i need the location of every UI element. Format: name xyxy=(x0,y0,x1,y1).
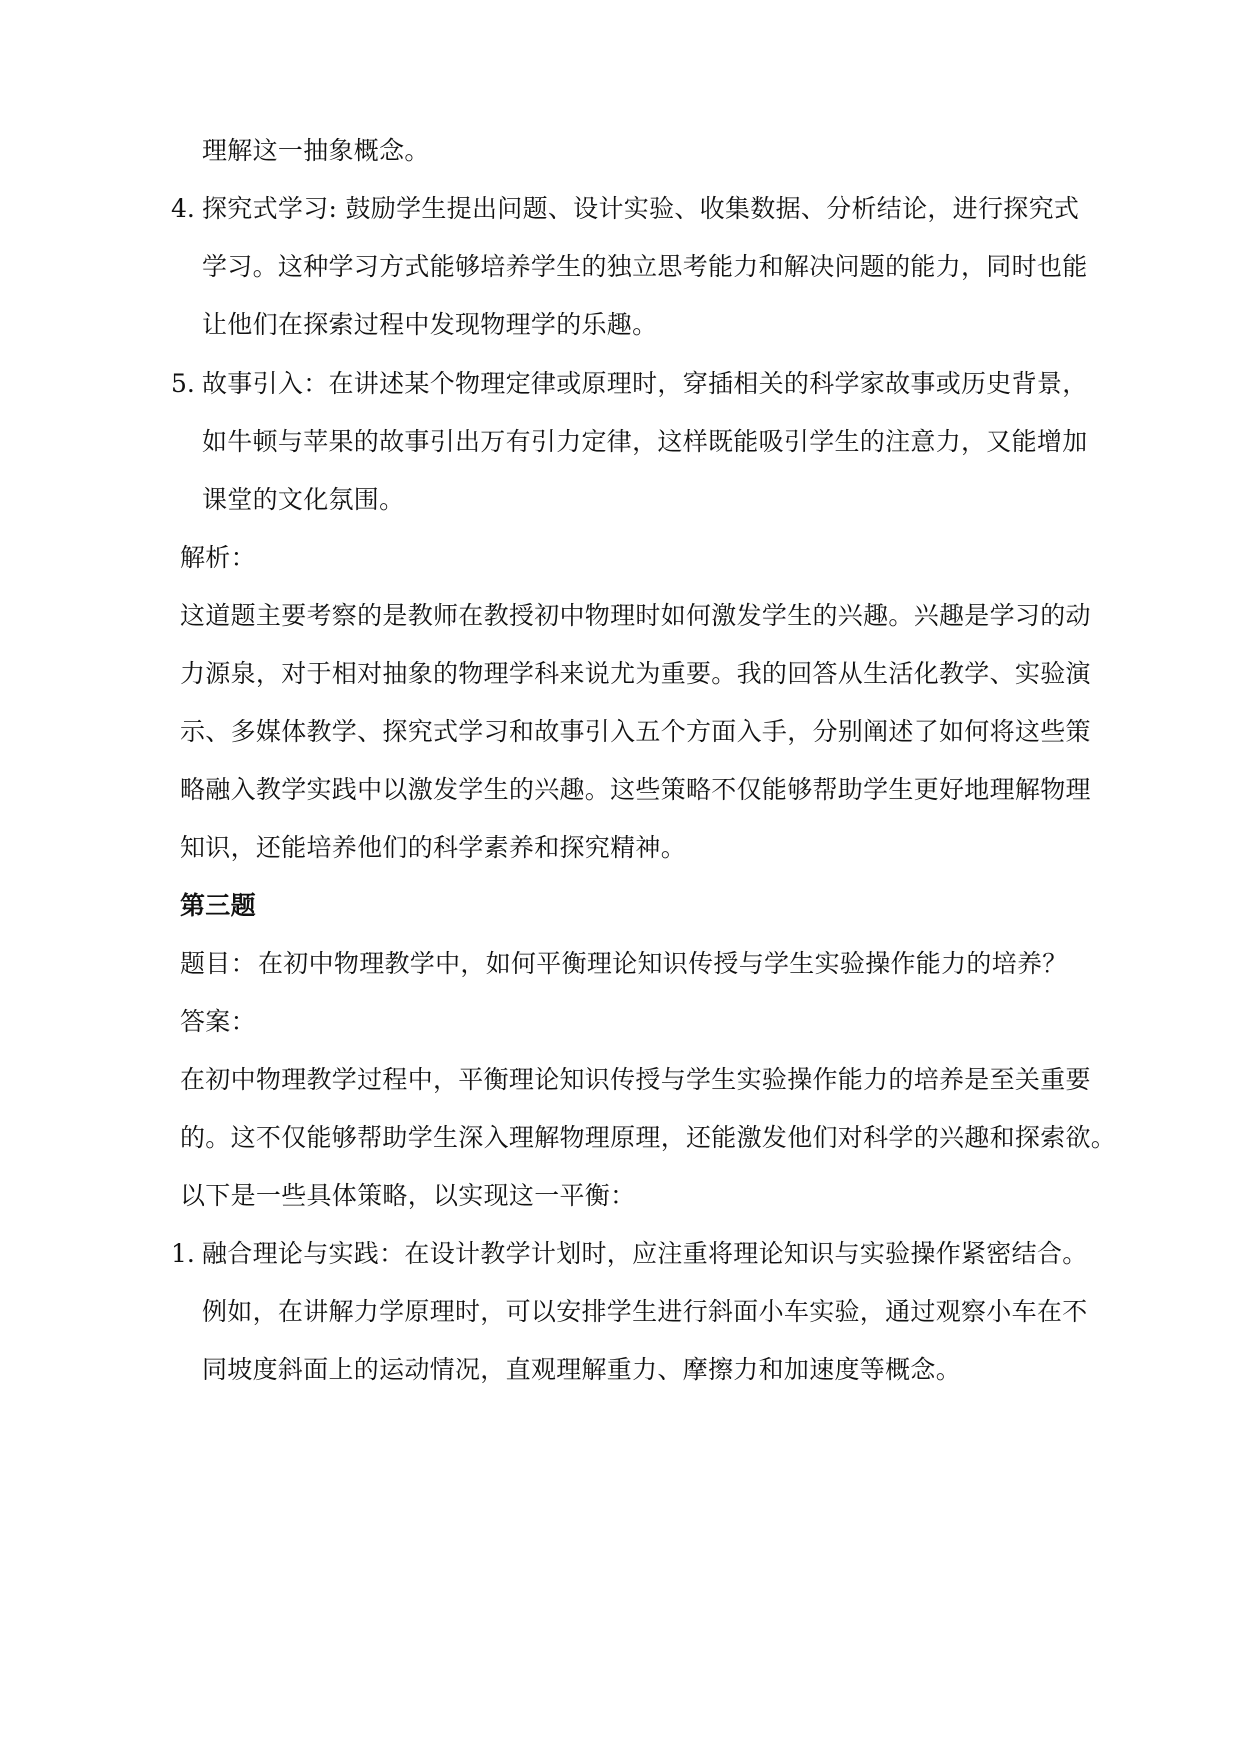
list-item-line: 例如，在讲解力学原理时，可以安排学生进行斜面小车实验，通过观察小车在不 xyxy=(202,1297,1088,1326)
question-label: 题目： xyxy=(180,949,256,978)
analysis-line: 略融入教学实践中以激发学生的兴趣。这些策略不仅能够帮助学生更好地理解物理 xyxy=(180,775,1091,804)
list-item-number: 4. xyxy=(171,194,195,223)
analysis-line: 示、多媒体教学、探究式学习和故事引入五个方面入手，分别阐述了如何将这些策 xyxy=(180,717,1091,746)
answer-line: 在初中物理教学过程中，平衡理论知识传授与学生实验操作能力的培养是至关重要 xyxy=(180,1065,1091,1094)
continuation-text: 理解这一抽象概念。 xyxy=(202,136,430,165)
list-item-line: 让他们在探索过程中发现物理学的乐趣。 xyxy=(202,310,658,339)
list-item-line: 故事引入：在讲述某个物理定律或原理时，穿插相关的科学家故事或历史背景， xyxy=(202,369,1088,398)
question-text: 在初中物理教学中，如何平衡理论知识传授与学生实验操作能力的培养？ xyxy=(258,949,1068,978)
analysis-line: 力源泉，对于相对抽象的物理学科来说尤为重要。我的回答从生活化教学、实验演 xyxy=(180,659,1091,688)
analysis-label: 解析： xyxy=(180,543,256,572)
list-item-line: 同坡度斜面上的运动情况，直观理解重力、摩擦力和加速度等概念。 xyxy=(202,1355,962,1384)
analysis-line: 这道题主要考察的是教师在教授初中物理时如何激发学生的兴趣。兴趣是学习的动 xyxy=(180,601,1091,630)
list-item-line: 课堂的文化氛围。 xyxy=(202,485,405,514)
list-item-line: 如牛顿与苹果的故事引出万有引力定律，这样既能吸引学生的注意力，又能增加 xyxy=(202,427,1088,456)
list-item-line: 探究式学习: 鼓励学生提出问题、设计实验、收集数据、分析结论，进行探究式 xyxy=(202,194,1080,223)
analysis-line: 知识，还能培养他们的科学素养和探究精神。 xyxy=(180,833,687,862)
answer-line: 以下是一些具体策略，以实现这一平衡： xyxy=(180,1181,636,1210)
list-item-number: 5. xyxy=(171,369,195,398)
section-title: 第三题 xyxy=(180,891,256,920)
answer-line: 的。这不仅能够帮助学生深入理解物理原理，还能激发他们对科学的兴趣和探索欲。 xyxy=(180,1123,1117,1152)
answer-label: 答案： xyxy=(180,1007,256,1036)
list-item-line: 融合理论与实践：在设计教学计划时，应注重将理论知识与实验操作紧密结合。 xyxy=(202,1239,1088,1268)
list-item-number: 1. xyxy=(171,1239,195,1268)
list-item-line: 学习。这种学习方式能够培养学生的独立思考能力和解决问题的能力，同时也能 xyxy=(202,252,1088,281)
